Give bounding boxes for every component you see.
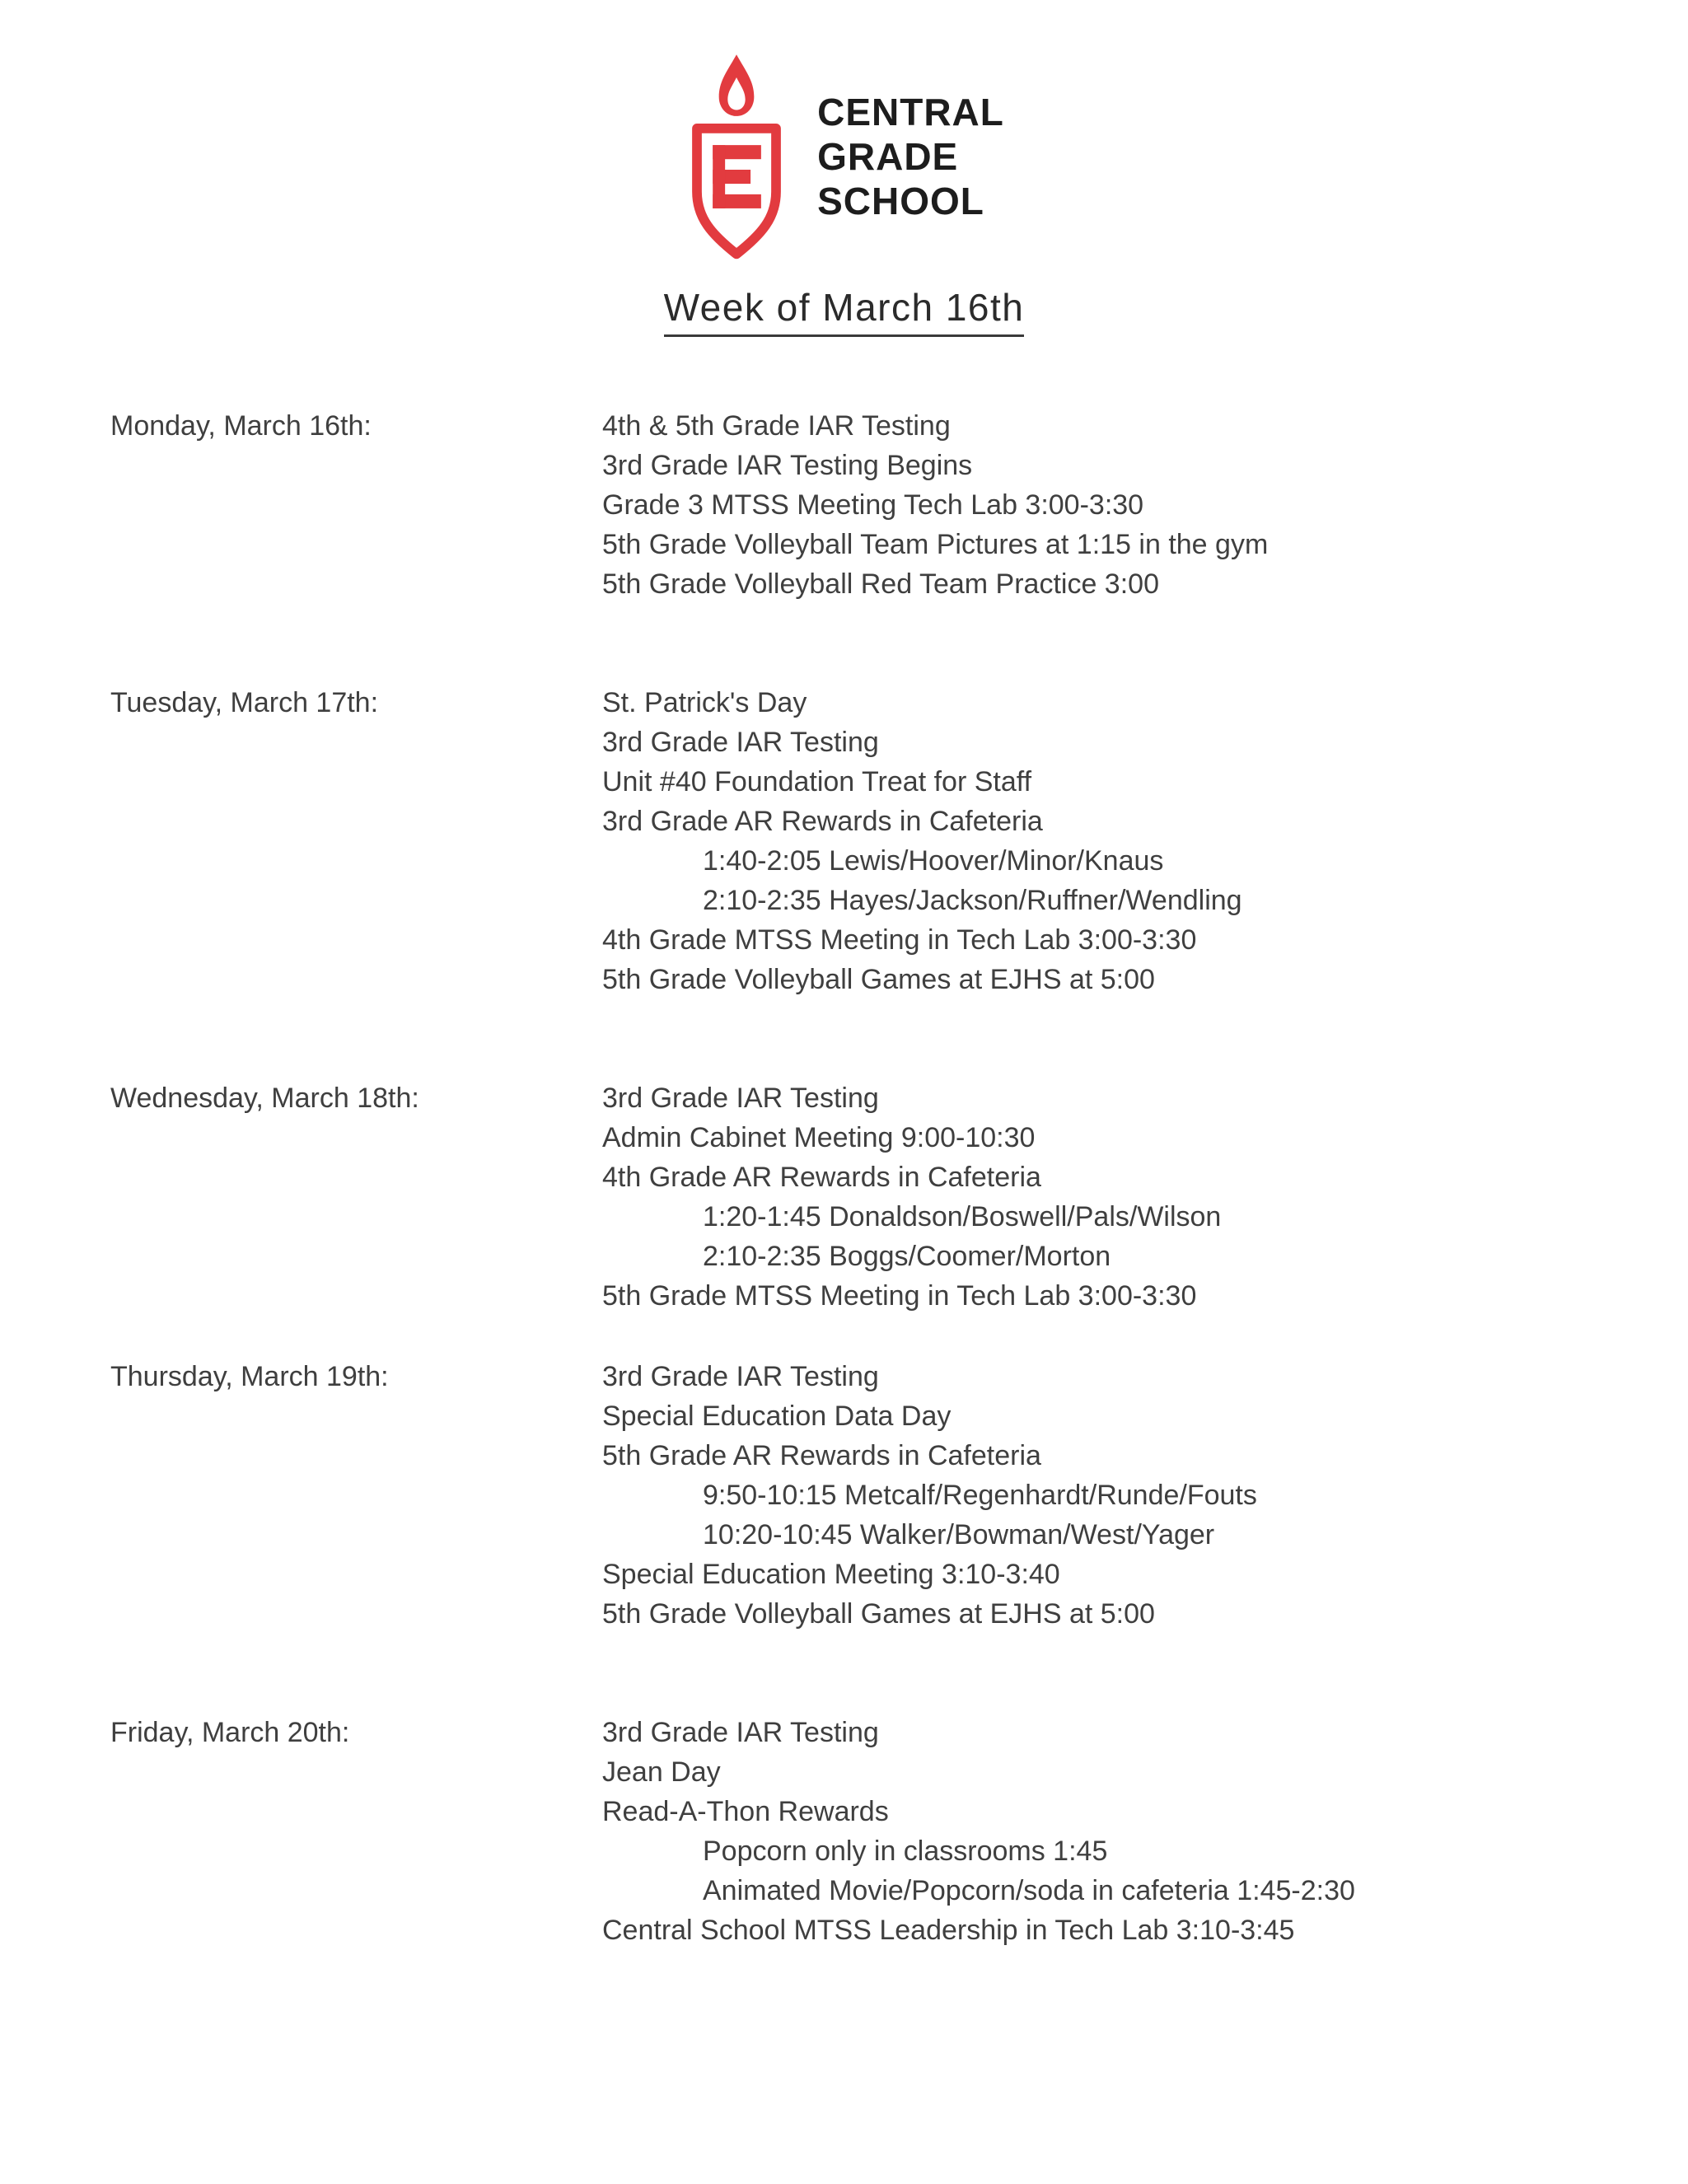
event-line: 5th Grade Volleyball Games at EJHS at 5:00	[602, 1598, 1155, 1630]
event-line: Admin Cabinet Meeting 9:00-10:30	[602, 1122, 1036, 1153]
event-line: 3rd Grade AR Rewards in Cafeteria	[602, 806, 1043, 837]
school-name	[817, 90, 1004, 223]
event-line: Popcorn only in classrooms 1:45	[703, 1836, 1108, 1867]
day-block	[110, 1357, 1606, 1634]
event-line: 4th Grade MTSS Meeting in Tech Lab 3:00-3:30	[602, 924, 1197, 956]
day-block	[110, 1713, 1606, 1950]
event-line: 1:20-1:45 Donaldson/Boswell/Pals/Wilson	[703, 1201, 1222, 1232]
event-line: 2:10-2:35 Boggs/Coomer/Morton	[703, 1241, 1111, 1272]
event-line: Special Education Data Day	[602, 1401, 952, 1432]
event-line: Grade 3 MTSS Meeting Tech Lab 3:00-3:30	[602, 489, 1144, 521]
event-line: Read-A-Thon Rewards	[602, 1796, 889, 1827]
event-line: 5th Grade MTSS Meeting in Tech Lab 3:00-3:30	[602, 1280, 1197, 1312]
day-events	[602, 406, 1606, 604]
day-label: Thursday, March 19th:	[110, 1361, 389, 1392]
day-block	[110, 683, 1606, 999]
school-name-line2: GRADE	[817, 135, 959, 178]
event-line: 4th Grade AR Rewards in Cafeteria	[602, 1162, 1041, 1193]
event-line: Special Education Meeting 3:10-3:40	[602, 1559, 1060, 1590]
school-logo-icon	[684, 51, 789, 262]
schedule	[0, 406, 1688, 1950]
event-line: 9:50-10:15 Metcalf/Regenhardt/Runde/Fouts	[703, 1480, 1257, 1511]
day-events	[602, 1713, 1606, 1950]
event-line: Animated Movie/Popcorn/soda in cafeteria 1:45-2:30	[703, 1875, 1355, 1906]
event-line: 10:20-10:45 Walker/Bowman/West/Yager	[703, 1519, 1215, 1550]
event-line: 4th & 5th Grade IAR Testing	[602, 410, 951, 442]
event-line: 5th Grade AR Rewards in Cafeteria	[602, 1440, 1041, 1471]
day-events	[602, 683, 1606, 999]
day-label: Friday, March 20th:	[110, 1717, 350, 1748]
school-name-line3: SCHOOL	[817, 180, 984, 222]
day-label: Tuesday, March 17th:	[110, 687, 379, 718]
event-line: 3rd Grade IAR Testing	[602, 1361, 879, 1392]
event-line: Central School MTSS Leadership in Tech Lab 3:10-3:45	[602, 1915, 1295, 1946]
event-line: 5th Grade Volleyball Games at EJHS at 5:00	[602, 964, 1155, 995]
event-line: Unit #40 Foundation Treat for Staff	[602, 766, 1032, 797]
school-name-line1: CENTRAL	[817, 91, 1004, 133]
day-label: Wednesday, March 18th:	[110, 1083, 419, 1114]
event-line: St. Patrick's Day	[602, 687, 807, 718]
event-line: 2:10-2:35 Hayes/Jackson/Ruffner/Wendling	[703, 885, 1242, 916]
event-line: Jean Day	[602, 1756, 721, 1788]
page-header	[0, 0, 1688, 337]
event-line: 3rd Grade IAR Testing	[602, 727, 879, 758]
event-line: 5th Grade Volleyball Team Pictures at 1:15 in the gym	[602, 529, 1269, 560]
event-line: 5th Grade Volleyball Red Team Practice 3:00	[602, 568, 1159, 600]
day-block	[110, 1078, 1606, 1316]
event-line: 1:40-2:05 Lewis/Hoover/Minor/Knaus	[703, 845, 1164, 877]
day-events	[602, 1078, 1606, 1316]
event-line: 3rd Grade IAR Testing	[602, 1083, 879, 1114]
page-title: Week of March 16th	[664, 285, 1025, 337]
school-logo	[684, 51, 1004, 262]
event-line: 3rd Grade IAR Testing Begins	[602, 450, 973, 481]
day-events	[602, 1357, 1606, 1634]
event-line: 3rd Grade IAR Testing	[602, 1717, 879, 1748]
day-label: Monday, March 16th:	[110, 410, 372, 442]
day-block	[110, 406, 1606, 604]
